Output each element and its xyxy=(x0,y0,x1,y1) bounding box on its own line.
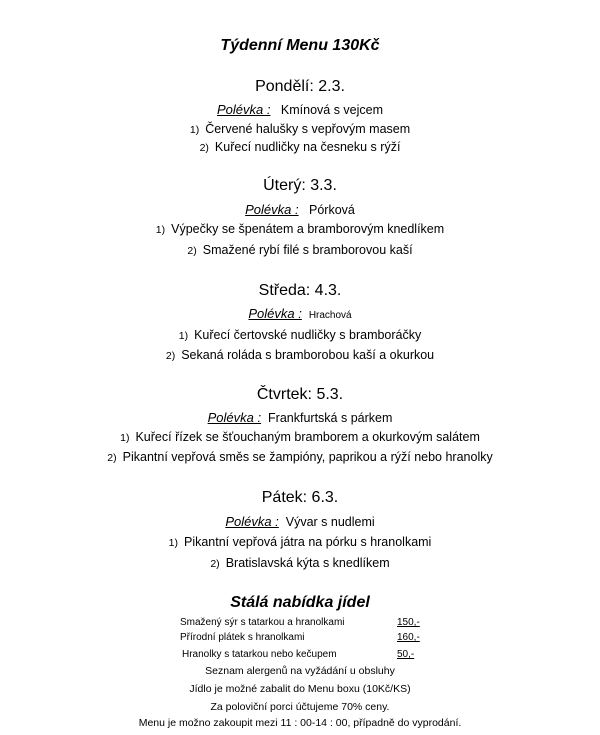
permanent-item-name: Hranolky s tatarkou nebo kečupem xyxy=(182,649,337,660)
dish-number: 2) xyxy=(187,245,197,257)
note-allergens: Seznam alergenů na vyžádání u obsluhy xyxy=(205,665,395,677)
dish-number: 2) xyxy=(165,350,176,362)
dish-name: Kuřecí řízek se šťouchaným bramborem a okurkovým salátem xyxy=(135,430,480,444)
soup-line-monday xyxy=(0,102,600,117)
dish-number: 1) xyxy=(155,224,166,236)
soup-name: Hrachová xyxy=(308,310,352,321)
soup-label: Polévka : xyxy=(216,102,271,117)
day-heading-thursday: Čtvrtek: 5.3. xyxy=(256,386,344,403)
permanent-item-price: 160,- xyxy=(397,632,420,643)
dish-name: Pikantní vepřová játra na pórku s hranolkami xyxy=(183,535,432,549)
soup-name: Kmínová s vejcem xyxy=(280,103,384,117)
dish-line-wednesday-1 xyxy=(0,328,600,342)
note-packaging: Jídlo je možné zabalit do Menu boxu (10Kč/KS) xyxy=(189,683,411,695)
dish-line-monday-2 xyxy=(0,140,600,154)
dish-line-thursday-1 xyxy=(0,430,600,444)
dish-name: Smažené rybí filé s bramborovou kaší xyxy=(202,243,413,257)
dish-number: 2) xyxy=(107,452,117,464)
dish-number: 1) xyxy=(168,537,178,549)
dish-name: Kuřecí nudličky na česneku s rýží xyxy=(214,140,401,154)
dish-line-monday-1 xyxy=(0,122,600,136)
dish-name: Červené halušky s vepřovým masem xyxy=(205,122,411,136)
permanent-item-price: 50,- xyxy=(397,649,415,660)
day-heading-tuesday: Úterý: 3.3. xyxy=(263,177,337,194)
dish-line-friday-1 xyxy=(0,535,600,549)
dish-number: 1) xyxy=(178,330,189,342)
dish-name: Bratislavská kýta s knedlíkem xyxy=(225,556,390,570)
soup-label: Polévka : xyxy=(225,514,279,529)
day-heading-friday: Pátek: 6.3. xyxy=(261,489,339,506)
dish-name: Sekaná roláda s bramborobou kaší a okurkou xyxy=(181,348,435,362)
note-half-portion: Za poloviční porci účtujeme 70% ceny. xyxy=(210,701,390,713)
dish-number: 1) xyxy=(189,124,200,136)
soup-label: Polévka : xyxy=(248,306,302,321)
soup-label: Polévka : xyxy=(245,202,299,217)
day-heading-wednesday: Středa: 4.3. xyxy=(258,282,342,299)
dish-number: 2) xyxy=(210,558,220,570)
soup-line-wednesday xyxy=(0,306,600,321)
dish-line-thursday-2 xyxy=(0,450,600,464)
soup-line-thursday xyxy=(0,410,600,425)
menu-title: Týdenní Menu 130Kč xyxy=(220,37,380,54)
dish-line-friday-2 xyxy=(0,556,600,570)
soup-line-tuesday xyxy=(0,202,600,217)
soup-label: Polévka : xyxy=(207,410,262,425)
soup-line-friday xyxy=(0,514,600,529)
dish-number: 2) xyxy=(199,142,209,154)
dish-line-tuesday-1 xyxy=(0,222,600,236)
dish-number: 1) xyxy=(120,432,130,444)
permanent-offer-title: Stálá nabídka jídel xyxy=(230,594,370,611)
day-heading-monday: Pondělí: 2.3. xyxy=(255,78,345,95)
dish-line-tuesday-2 xyxy=(0,243,600,257)
note-serving-hours: Menu je možno zakoupit mezi 11 : 00-14 : 00, případně do vyprodání. xyxy=(138,717,462,729)
permanent-item-name: Smažený sýr s tatarkou a hranolkami xyxy=(180,617,345,628)
soup-name: Pórková xyxy=(309,203,355,217)
dish-name: Kuřecí čertovské nudličky s bramboráčky xyxy=(194,328,422,342)
dish-name: Pikantní vepřová směs se žampióny, paprikou a rýží nebo hranolky xyxy=(122,450,493,464)
dish-name: Výpečky se špenátem a bramborovým knedlíkem xyxy=(171,222,445,236)
permanent-item-name: Přírodní plátek s hranolkami xyxy=(180,632,305,643)
soup-name: Frankfurtská s párkem xyxy=(268,411,393,425)
dish-line-wednesday-2 xyxy=(0,348,600,362)
permanent-item-price: 150,- xyxy=(397,617,420,628)
soup-name: Vývar s nudlemi xyxy=(285,515,375,529)
